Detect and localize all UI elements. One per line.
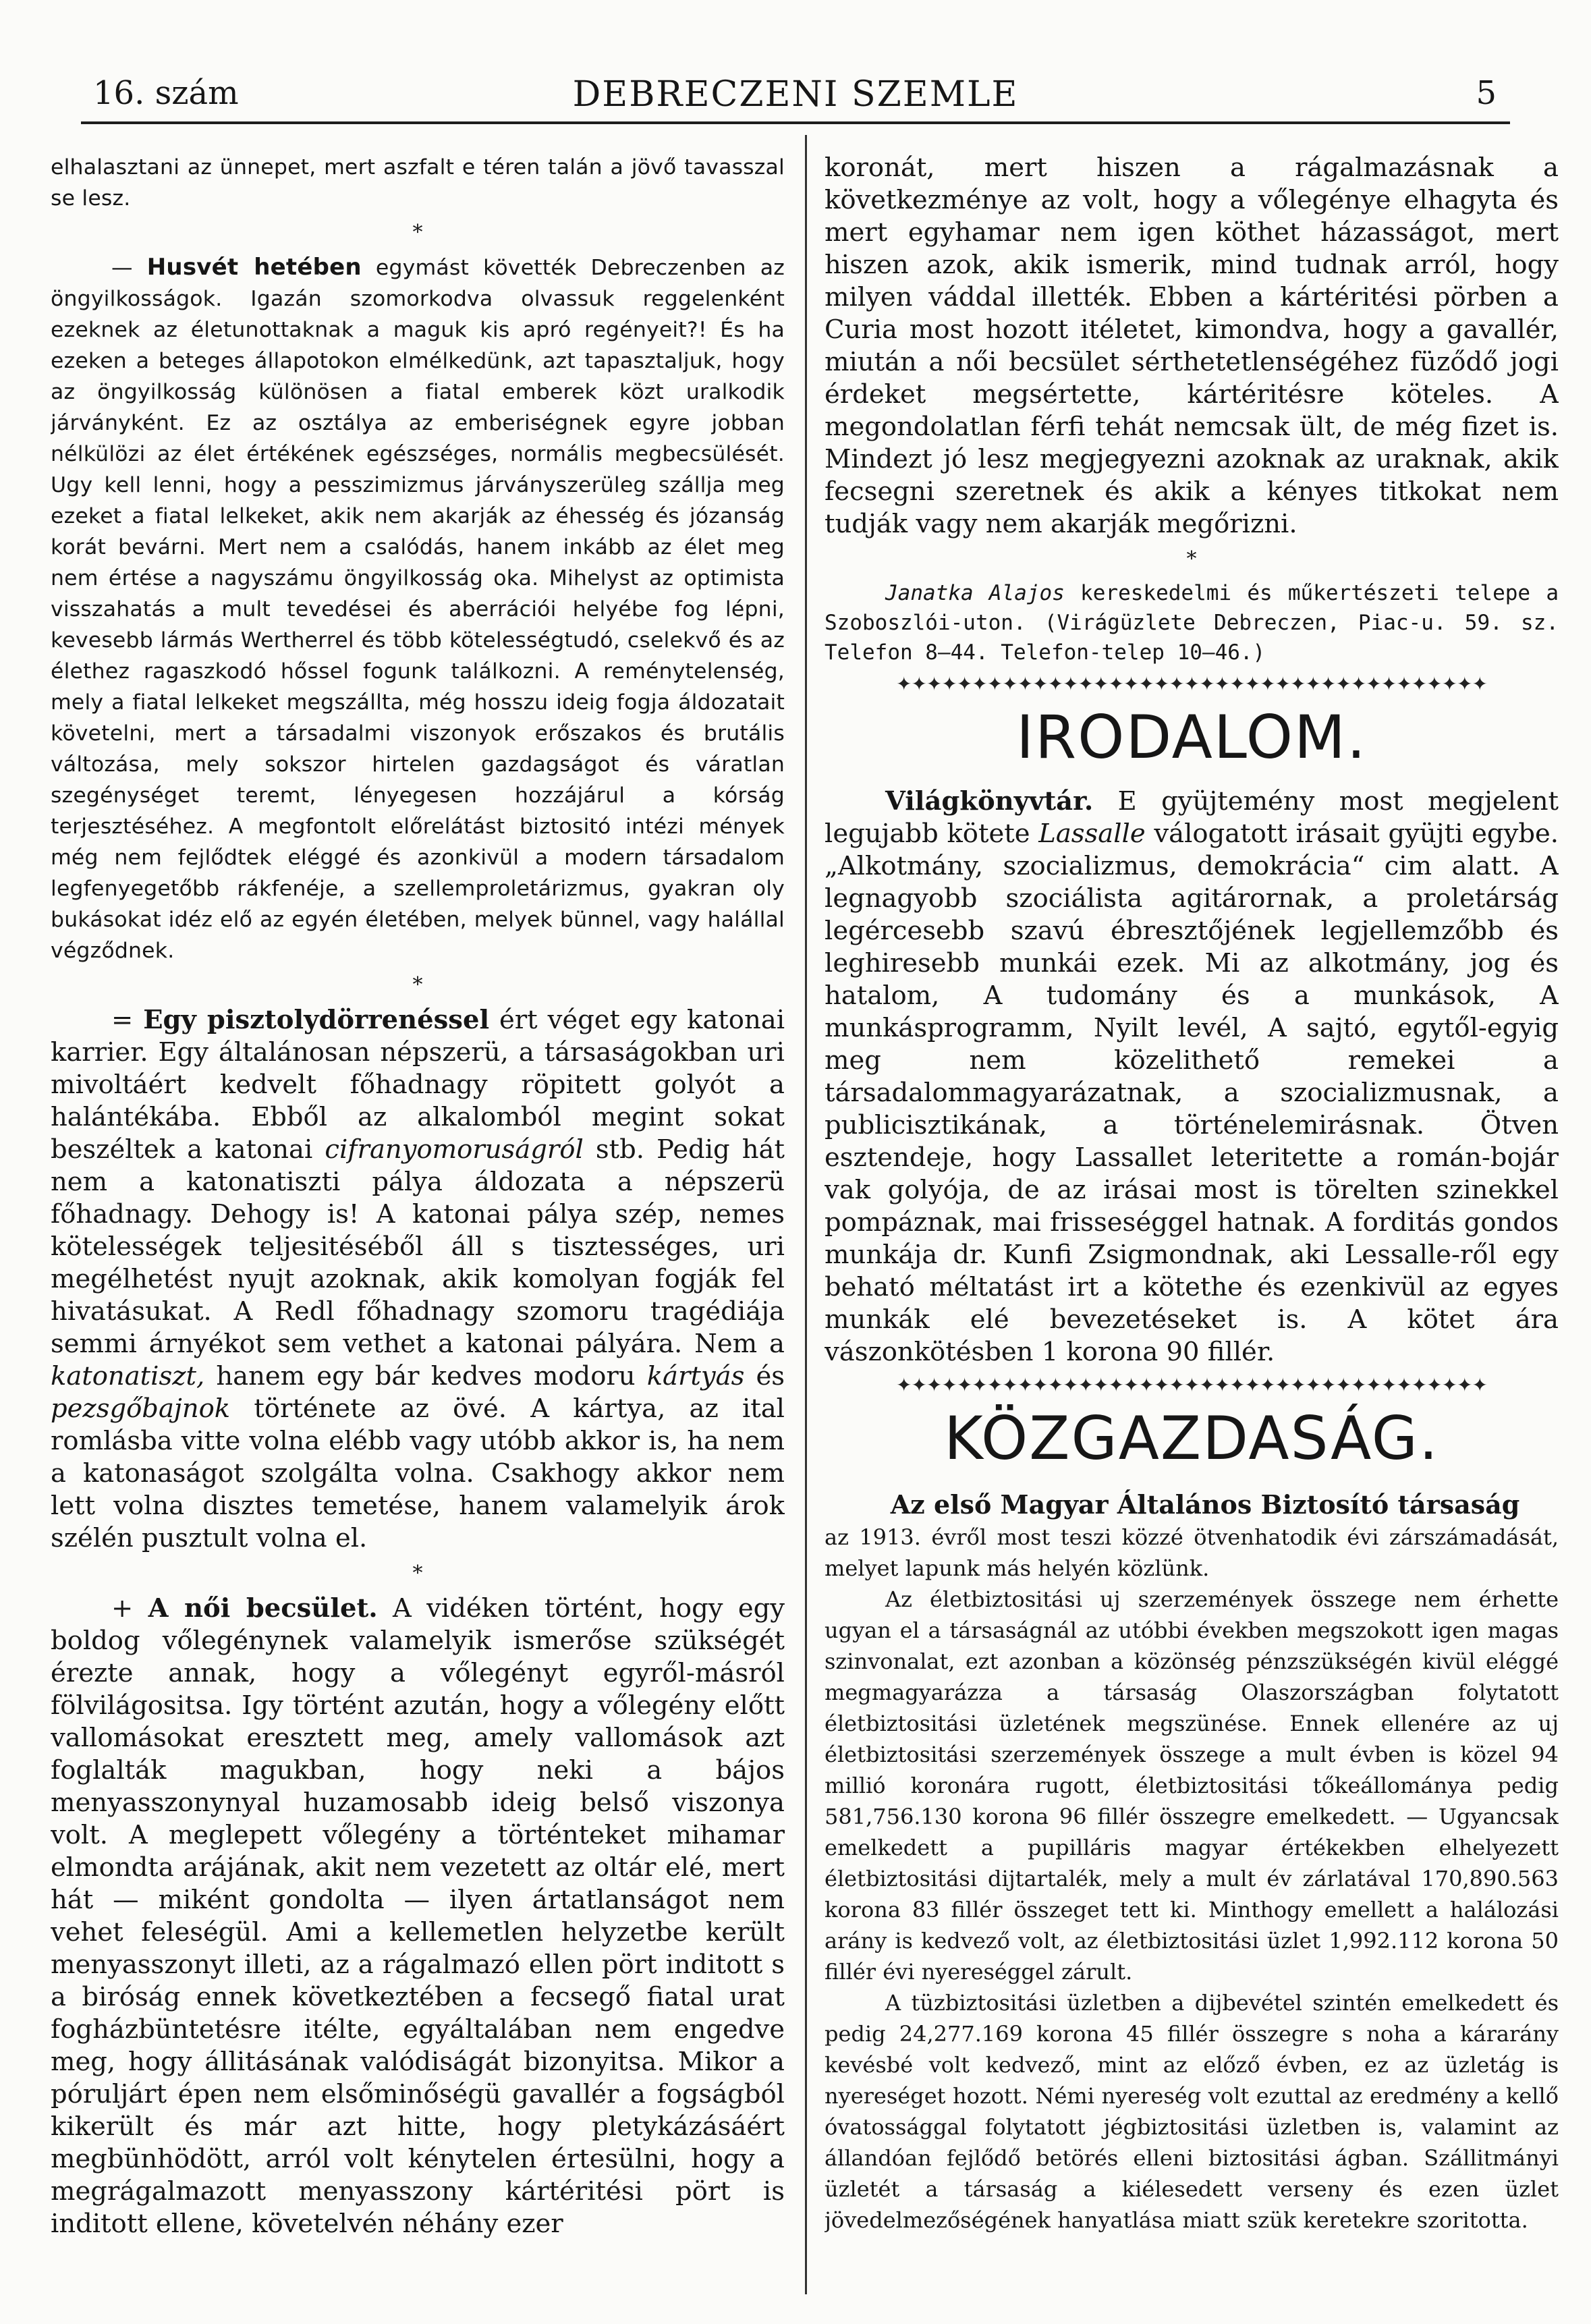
- column-divider: [805, 135, 807, 2294]
- article-vilagkonyvtar: Világkönyvtár. E gyüjtemény most megjelent legujabb kötete Lassalle válogatott irásait gyüjti egybe. „Alkotmány, szocializmus, demokrácia“ cim alatt. A legnagyobb szociálista agitárornak, a proletárság legércesebb szavú ébresztőjének legjellemzőbb és leghiresebb munkái ezek. Mi az alkotmány, jog és hatalom, A tudomány és a munkások, A munkásprogramm, Nyilt levél, A sajtó, egytől-egyig meg nem közelithető remekei a társadalommagyarázatnak, a szocializmusnak, a publicisztikának, a történelemirásnak. Ötven esztendeje, hogy Lassallet leteritette a román-bojár vak golyója, de az irásai most is törelten szinekkel pompáznak, mai frisseséggel hatnak. A forditás gondos munkája dr. Kunfi Zsigmondnak, aki Lessalle-ről egy beható méltatást irt a kötethe és ezenkivül az egyes munkák elé bevezetéseket is. A kötet ára vászonkötésben 1 korona 90 fillér.: [825, 786, 1559, 1367]
- newspaper-title: DEBRECZENI SZEMLE: [572, 74, 1019, 115]
- advertiser-name: Janatka Alajos: [885, 581, 1065, 605]
- right-column: [825, 152, 1559, 2271]
- article-continuation: koronát, mert hiszen a rágalmazásnak a következménye az volt, hogy a vőlegénye elhagyta és mert egyhamar nem igen köthet házasságot, mert hiszen azok, akik ismerik, mind tudnak arról, hogy milyen váddal illették. Ebben a kártéritési pörben a Curia most hozott itéletet, kimondva, hogy a gavallér, miután a női becsület sérthetetlenségéhez füződő jogi érdeket megsértette, kártéritésre köteles. A megondolatlan férfi tehát nemcsak ült, de még fizet is. Mindezt jó lesz megjegyezni azoknak az uraknak, akik fecsegni szeretnek és akik a kényes titkokat nem tudják vagy nem akarják megőrizni.: [825, 153, 1559, 539]
- article-easter-suicides: [51, 252, 785, 966]
- article-subtitle: Az első Magyar Általános Biztosító társaság: [890, 1489, 1520, 1520]
- equals-mark: =: [111, 1005, 144, 1035]
- paragraph: A tüzbiztositási üzletben a dijbevétel szintén emelkedett és pedig 24,277.169 korona 45 fillér összegre s noha a kárarány kevésbé volt kedvező, mint az előző évben, ez az üzletág is nyereséget hozott. Némi nyereség volt ezuttal az eredmény a kellő óvatossággal folytatott jégbiztositási üzletben is, valamint az állandóan fejlődő betörés elleni biztositási ágban. Szállitmányi üzletét a társaság a kiélesedett verseny és ezen üzlet jövedelmezőségének hanyatlása miatt szük keretekre szoritotta.: [825, 1990, 1559, 2233]
- dash: —: [111, 256, 147, 280]
- advertisement: Janatka Alajos kereskedelmi és műkertészeti telepe a Szoboszlói-uton. (Virágüzlete Debreczen, Piac-u. 59. sz. Telefon 8—44. Telefon-telep 10—46.): [825, 581, 1559, 665]
- article-heading: Egy pisztolydörrenéssel: [143, 1005, 490, 1035]
- separator-star: *: [412, 221, 423, 244]
- article-continuation: elhalasztani az ünnepet, mert aszfalt e téren talán a jövő tavasszal se lesz.: [51, 155, 785, 211]
- ornament-rule: ✦✦✦✦✦✦✦✦✦✦✦✦✦✦✦✦✦✦✦✦✦✦✦✦✦✦✦✦✦✦✦✦✦✦✦✦✦✦✦: [896, 1374, 1487, 1396]
- plus-mark: +: [111, 1593, 148, 1624]
- article-heading: A női becsület.: [148, 1593, 378, 1624]
- section-title-irodalom: IRODALOM.: [1016, 702, 1367, 772]
- article-pistol: = Egy pisztolydörrenéssel ért véget egy katonai karrier. Egy általánosan népszerü, a társaságokban uri mivoltáért kedvelt főhadnagy röpitett golyót a halántékába. Ebből az alkalomból megint sokat beszéltek a katonai cifranyomoruságról stb. Pedig hát nem a katonatiszti pálya áldozata a népszerü főhadnagy. Dehogy is! A katonai pálya szép, nemes kötelességek teljesitéséből áll s tisztességes, uri megélhetést nyujt azoknak, akik komolyan fogják fel hivatásukat. A Redl főhadnagy szomoru tragédiája semmi árnyékot sem vethet a katonai pályára. Nem a katonatiszt, hanem egy bár kedves modoru kártyás és pezsgőbajnok története az övé. A kártya, az ital romlásba vitte volna elébb vagy utóbb akkor is, ha nem a katonaságot szolgálta volna. Csakhogy akkor nem lett volna disztes temetése, hanem valamelyik árok szélén pusztult volna el.: [51, 1005, 785, 1553]
- separator-star: *: [412, 1561, 423, 1585]
- article-body: egymást követték Debreczenben az öngyilkosságok. Igazán szomorkodva olvassuk reggelenként ezeknek az életunottaknak a maguk kis apró regényeit?! És ha ezeken a beteges állapotokon elmélkedünk, azt tapasztaljuk, hogy az öngyilkosság különösen a fiatal emberek közt uralkodik járványként. Ez az osztálya az emberiségnek egyre jobban nélkülözi az élet értékének egészséges, normális megbecsülését. Ugy kell lenni, hogy a pesszimizmus járványszerüleg szállja meg ezeket a fiatal lelkeket, akik nem akarják az éhesség és józanság korát bevárni. Mert nem a csalódás, hanem inkább az élet meg nem értése a nagyszámu öngyilkosság oka. Mihelyst az optimista visszahatás a mult tevedései és aberrációi helyébe fog lépni, kevesebb lármás Wertherrel és több kötelességtudó, cselekvő és az élethez ragaszkodó hőssel fogunk találkozni. A reménytelenség, mely a fiatal lelkeket megszállta, még hosszu ideig fogja áldozatait követelni, mert a társadalmi viszonyok erőszakos és brutális változása, mely sokszor hirtelen gazdagságot és váratlan szegénységet teremt, lényegesen hozzájárul a kórság terjesztéséhez. A megfontolt előrelátást biztositó intézi mények még nem fejlődtek eléggé és azonkivül a modern társadalom legfenyegetőbb rákfenéje, a szellemproletárizmus, gyakran oly bukásokat idéz elő az egyén életében, melyek bünnel, vagy halállal végződnek.: [51, 256, 785, 963]
- page-header: [81, 67, 1510, 124]
- separator-star: *: [412, 973, 423, 997]
- article-heading: Világkönyvtár.: [885, 786, 1094, 817]
- article-heading: Husvét hetében: [146, 254, 362, 281]
- issue-number: 16. szám: [93, 74, 239, 112]
- ornament-rule: ✦✦✦✦✦✦✦✦✦✦✦✦✦✦✦✦✦✦✦✦✦✦✦✦✦✦✦✦✦✦✦✦✦✦✦✦✦✦✦: [896, 673, 1487, 695]
- page-number: 5: [1476, 74, 1497, 112]
- separator-star: *: [1186, 547, 1197, 571]
- section-title-kozgazdasag: KÖZGAZDASÁG.: [944, 1404, 1439, 1473]
- paragraph: az 1913. évről most teszi közzé ötvenhatodik évi zárszámadását, melyet lapunk más helyén közlünk.: [825, 1524, 1559, 1581]
- article-womens-honor: + A női becsület. A vidéken történt, hogy egy boldog vőlegénynek valamelyik ismerőse szükségét érezte annak, hogy a vőlegényt egyről-másról fölvilágositsa. Igy történt azután, hogy a vőlegény előtt vallomásokat eresztett meg, amely vallomások azt foglalták magukban, hogy neki a bájos menyasszonynyal huzamosabb ideig belső viszonya volt. A meglepett vőlegény a történteket mihamar elmondta arájának, akit nem vezetett az oltár elé, mert hát — miként gondolta — ilyen ártatlanságot nem vehet feleségül. Ami a kellemetlen helyzetbe került menyasszonyt illeti, az a rágalmazó ellen pört inditott s a biróság ennek következtében a fecsegő fiatal urat fogházbüntetésre itélte, egyáltalában nem engedve meg, hogy állitásának valódiságát bizonyitsa. Mikor a póruljárt épen nem elsőminőségü gavallér a fogságból kikerült és már azt hitte, hogy pletykázásáért megbünhödött, arról volt kénytelen értesülni, hogy a megrágalmazott menyasszony kártéritési pört is inditott ellene, követelvén néhány ezer: [51, 1593, 785, 2239]
- left-column: [51, 152, 785, 2271]
- paragraph: Az életbiztositási uj szerzemények összege nem érhette ugyan el a társaságnál az utóbbi években megszokott igen magas szinvonalat, ezt azonban a közönség pénzszükségén kivül eléggé megmagyarázza a társaság Olaszországban folytatott életbiztositási üzletének megszünése. Ennek ellenére az uj életbiztositási szerzemények összege a mult évben is közel 94 millió koronára rugott, életbiztositási tőkeállománya pedig 581,756.130 korona 96 fillér összegre emelkedett. — Ugyancsak emelkedett a pupilláris magyar értékekben elhelyezett életbiztositási dijtartalék, mely a mult év zárlatával 170,890.563 korona 83 fillér összeget tett ki. Minthogy emellett a halálozási arány is kedvező volt, az életbiztositási üzlet 1,992.112 korona 50 fillér évi nyereséggel zárult.: [825, 1586, 1559, 1985]
